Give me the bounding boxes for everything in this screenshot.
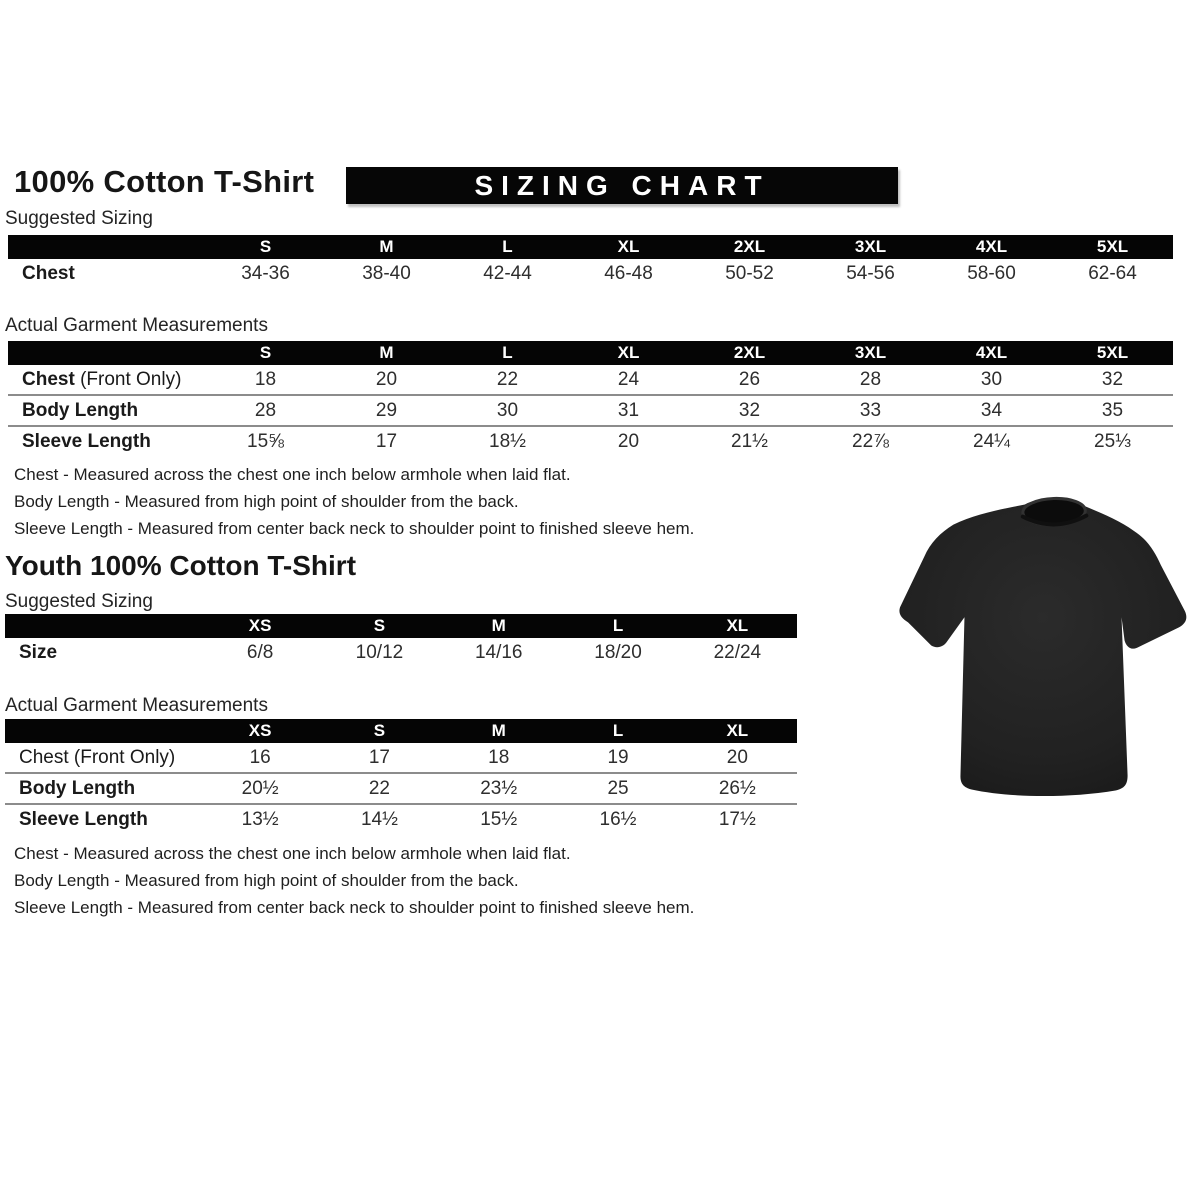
table-cell: 31 bbox=[568, 395, 689, 426]
tshirt-body bbox=[899, 499, 1186, 796]
column-header: S bbox=[320, 719, 439, 743]
column-header: S bbox=[205, 235, 326, 259]
table-cell: 26 bbox=[689, 365, 810, 395]
table-header-corner bbox=[5, 614, 200, 638]
table-cell: 42-44 bbox=[483, 262, 532, 284]
table-cell: 26½ bbox=[678, 773, 797, 804]
table-cell: 29 bbox=[326, 395, 447, 426]
table-header-row bbox=[5, 719, 797, 743]
table-cell: 13½ bbox=[241, 808, 279, 830]
column-header: XL bbox=[678, 719, 797, 743]
note-line: Sleeve Length - Measured from center back neck to shoulder point to finished sleeve hem. bbox=[14, 519, 695, 538]
table-header-row bbox=[8, 341, 1173, 365]
table-header-corner bbox=[8, 341, 205, 365]
table-header-corner bbox=[5, 719, 200, 743]
row-label-text: Chest bbox=[22, 368, 75, 390]
adult-suggested-sizing-table bbox=[8, 235, 1173, 288]
table-cell: 28 bbox=[205, 395, 326, 426]
column-header: XL bbox=[568, 235, 689, 259]
table-cell: 19 bbox=[558, 743, 677, 773]
row-label-text: Sleeve Length bbox=[19, 808, 148, 830]
table-cell: 18½ bbox=[489, 430, 526, 452]
column-header: 5XL bbox=[1052, 235, 1173, 259]
column-header: L bbox=[558, 614, 677, 638]
table-cell: 10/12 bbox=[355, 641, 404, 663]
row-label-text: Body Length bbox=[19, 777, 136, 799]
youth-measurement-notes bbox=[14, 840, 694, 921]
table-row bbox=[5, 743, 797, 773]
table-cell: 21½ bbox=[731, 430, 768, 452]
page-title: 100% Cotton T-Shirt bbox=[14, 164, 315, 199]
column-header: XS bbox=[200, 719, 319, 743]
table-cell: 62-64 bbox=[1088, 262, 1137, 284]
row-label bbox=[5, 743, 200, 773]
column-header: M bbox=[439, 719, 558, 743]
table-cell: 18 bbox=[205, 365, 326, 395]
table-cell: 15⅝ bbox=[247, 430, 284, 452]
table-cell: 46-48 bbox=[604, 262, 653, 284]
tshirt-image bbox=[896, 488, 1188, 806]
column-header: 3XL bbox=[810, 341, 931, 365]
row-label-text: Chest bbox=[22, 262, 75, 284]
note-line: Body Length - Measured from high point of shoulder from the back. bbox=[14, 871, 519, 890]
table-cell: 24¼ bbox=[973, 430, 1010, 452]
table-cell: 20 bbox=[678, 743, 797, 773]
column-header: XL bbox=[678, 614, 797, 638]
column-header: XS bbox=[200, 614, 319, 638]
column-header: L bbox=[447, 235, 568, 259]
row-label bbox=[8, 395, 205, 426]
row-label bbox=[8, 365, 205, 395]
column-header: L bbox=[558, 719, 677, 743]
table-header-corner bbox=[8, 235, 205, 259]
table-row bbox=[8, 365, 1173, 395]
table-cell: 34 bbox=[931, 395, 1052, 426]
note-line: Chest - Measured across the chest one inch below armhole when laid flat. bbox=[14, 844, 571, 863]
table-cell: 32 bbox=[1052, 365, 1173, 395]
table-cell: 18/20 bbox=[594, 641, 642, 663]
youth-section-title: Youth 100% Cotton T-Shirt bbox=[5, 550, 357, 581]
column-header: 4XL bbox=[931, 341, 1052, 365]
column-header: 5XL bbox=[1052, 341, 1173, 365]
column-header: XL bbox=[568, 341, 689, 365]
table-cell: 22 bbox=[447, 365, 568, 395]
table-header-row bbox=[8, 235, 1173, 259]
table-row bbox=[8, 395, 1173, 426]
table-cell: 20 bbox=[617, 430, 640, 452]
column-header: L bbox=[447, 341, 568, 365]
table-row bbox=[5, 638, 797, 667]
table-cell: 22/24 bbox=[713, 641, 762, 663]
table-row bbox=[5, 773, 797, 804]
table-cell: 28 bbox=[810, 365, 931, 395]
row-label bbox=[8, 426, 205, 456]
youth-garment-measurements-table bbox=[5, 719, 797, 834]
row-label-text: Body Length bbox=[22, 399, 139, 421]
table-cell: 58-60 bbox=[967, 262, 1016, 284]
table-cell: 38-40 bbox=[362, 262, 411, 284]
table-cell: 23½ bbox=[439, 773, 558, 804]
table-cell: 17 bbox=[320, 743, 439, 773]
note-line: Body Length - Measured from high point of shoulder from the back. bbox=[14, 492, 519, 511]
row-label-text: Sleeve Length bbox=[22, 430, 151, 452]
youth-suggested-sizing-table bbox=[5, 614, 797, 667]
table-cell: 54-56 bbox=[846, 262, 895, 284]
row-label bbox=[5, 804, 200, 834]
adult-garment-measurements-table bbox=[8, 341, 1173, 456]
note-line: Sleeve Length - Measured from center back neck to shoulder point to finished sleeve hem. bbox=[14, 898, 695, 917]
table-row bbox=[5, 804, 797, 834]
table-cell: 34-36 bbox=[241, 262, 290, 284]
table-cell: 20½ bbox=[200, 773, 319, 804]
column-header: 2XL bbox=[689, 341, 810, 365]
table-cell: 30 bbox=[931, 365, 1052, 395]
table-cell: 24 bbox=[568, 365, 689, 395]
table-cell: 18 bbox=[439, 743, 558, 773]
adult-measurement-notes bbox=[14, 461, 694, 542]
row-label bbox=[8, 259, 205, 288]
column-header: S bbox=[205, 341, 326, 365]
table-cell: 25⅓ bbox=[1094, 430, 1131, 452]
table-header-row bbox=[5, 614, 797, 638]
note-line: Chest - Measured across the chest one inch below armhole when laid flat. bbox=[14, 465, 571, 484]
table-cell: 6/8 bbox=[246, 641, 274, 663]
table-cell: 35 bbox=[1052, 395, 1173, 426]
youth-suggested-sizing-heading: Suggested Sizing bbox=[5, 591, 153, 612]
table-row bbox=[8, 259, 1173, 288]
sizing-chart-banner: SIZING CHART bbox=[346, 167, 898, 204]
column-header: M bbox=[326, 235, 447, 259]
table-cell: 32 bbox=[689, 395, 810, 426]
table-cell: 14½ bbox=[360, 808, 398, 830]
table-cell: 22⅞ bbox=[852, 430, 889, 452]
table-cell: 17 bbox=[375, 430, 398, 452]
table-cell: 50-52 bbox=[725, 262, 774, 284]
row-label-suffix: (Front Only) bbox=[74, 368, 182, 390]
table-cell: 16 bbox=[200, 743, 319, 773]
table-cell: 15½ bbox=[480, 808, 518, 830]
row-label-text: Size bbox=[19, 641, 58, 663]
table-cell: 17½ bbox=[718, 808, 756, 830]
table-cell: 20 bbox=[326, 365, 447, 395]
table-row bbox=[8, 426, 1173, 456]
column-header: S bbox=[320, 614, 439, 638]
adult-suggested-sizing-heading: Suggested Sizing bbox=[5, 208, 153, 229]
table-cell: 22 bbox=[320, 773, 439, 804]
column-header: 4XL bbox=[931, 235, 1052, 259]
table-cell: 16½ bbox=[599, 808, 637, 830]
column-header: M bbox=[326, 341, 447, 365]
adult-garment-measurements-heading: Actual Garment Measurements bbox=[5, 315, 268, 336]
table-cell: 30 bbox=[447, 395, 568, 426]
youth-garment-measurements-heading: Actual Garment Measurements bbox=[5, 695, 268, 716]
column-header: 3XL bbox=[810, 235, 931, 259]
table-cell: 14/16 bbox=[474, 641, 523, 663]
column-header: M bbox=[439, 614, 558, 638]
row-label bbox=[5, 638, 200, 667]
row-label bbox=[5, 773, 200, 804]
column-header: 2XL bbox=[689, 235, 810, 259]
row-label-suffix: Chest (Front Only) bbox=[19, 746, 176, 768]
table-cell: 33 bbox=[810, 395, 931, 426]
table-cell: 25 bbox=[558, 773, 677, 804]
